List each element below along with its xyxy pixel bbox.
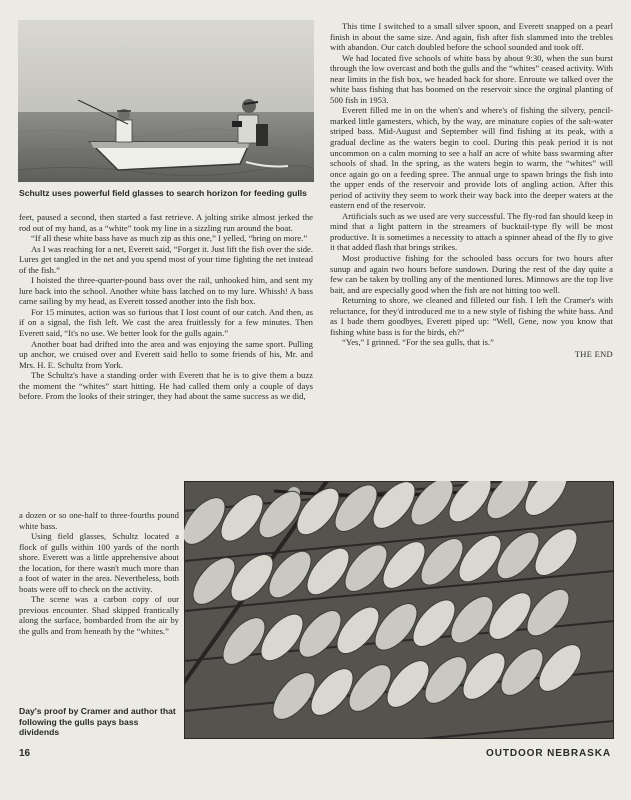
right-paragraph: Everett filled me in on the when's and where's of fishing the silvery, pencil-marked little gamesters, which, by the way, are minature copies of the salt-water striped bass. Mid-August and September will find fishing at its peak, with a gradual decline as the waters begin to cool. During this peak period it is not uncommon on a calm morning to see a half an acre of white bass swarming after schools of shad. In the spring, as the waters begin to warm, the “whites” will once again go on a feeding spree. The annual urge to spawn brings the fish into the upper ends of the reservoir and provide lots of angling action. After this period of activity they seem to work their way back into the deeper waters at the eastern end of the reservoir. (330, 105, 613, 211)
left-paragraph: I hoisted the three-quarter-pound bass over the rail, unhooked him, and sent my lure back into the school. Another white bass latched on to my lure. Whissh! A bass came sailing by my head, as Everett tossed another into the fish box. (19, 275, 313, 307)
right-column (330, 21, 613, 360)
left-paragraph: The scene was a carbon copy of our previous encounter. Shad skipped frantically along the surface, bombarded from the air by the gulls and from beneath by the “whites.” (19, 594, 179, 637)
right-paragraph: Most productive fishing for the schooled bass occurs for two hours after sunup and again two hours before sundown. During the rest of the day quite a few can be taken by trolling any of the mentioned lures. Minnows are the top live bait, and are especially good when the fish are not hitting too well. (330, 253, 613, 295)
left-column (19, 212, 313, 402)
right-paragraph: “Yes,” I grinned. “For the sea gulls, that is.” (342, 337, 494, 348)
right-paragraph: This time I switched to a small silver spoon, and Everett snapped on a pearl finish in about the same size. And again, fish after fish slammed into the trebles with abandon. Our catch doubled before the school sounded and took off. (330, 21, 613, 53)
left-paragraph: Using field glasses, Schultz located a flock of gulls within 100 yards of the north shore. Everett was a little apprehensive about the location, for there wasn't much more than a foot of water in the area. Nevertheless, both boats were off to check on the activity. (19, 531, 179, 594)
left-paragraph: The Schultz's have a standing order with Everett that he is to give them a buzz the moment the “whites” start hitting. He had called them only a couple of days before. From the looks of their stringer, they had about the same success as we did, (19, 370, 313, 402)
fish-photo (184, 481, 614, 739)
left-paragraph: Another boat had drifted into the area and was enjoying the same sport. Pulling up anchor, we cruised over and Everett said hello to some friends of his, Mr. and Mrs. H. E. Schultz from York. (19, 338, 313, 370)
right-paragraph: We had located five schools of white bass by about 9:30, when the sun burst through the low overcast and both the gulls and the “whites” ceased activity. With near limits in the fish box, we headed back for shore. Enroute we talked over the white bass fishing that has boomed on the reservoir since the orginal planting of 500 fish in 1953. (330, 52, 613, 105)
right-paragraph: Artificials such as we used are very successful. The fly-rod fan should keep in mind that a light pattern in the streamers of bucktail-type fly will be most productive. It is sometimes a necessity to attach a spinner ahead of the fly to give it that added flash that brings strikes. (330, 210, 613, 253)
left-paragraph: feet, paused a second, then started a fast retrieve. A jolting strike almost jerked the rod out of my hand, as a “white” took my line in a sizzling run around the boat. (19, 212, 313, 233)
right-paragraph: Returning to shore, we cleaned and filleted our fish. I left the Cramer's with reluctance, for they'd introduced me to a new style of fishing the white bass. And as I bade them goodbyes, Everett piped up: “Well, Gene, now you know that fishing white bass is for the birds, eh?” (330, 295, 613, 337)
boat-photo-icon (18, 20, 314, 182)
left-column-narrow (19, 510, 179, 637)
left-paragraph: a dozen or so one-half to three-fourths pound white bass. (19, 510, 179, 531)
fish-stringer-photo-icon (184, 481, 614, 739)
fish-photo-caption: Day's proof by Cramer and author that following the gulls pays bass dividends (19, 706, 176, 737)
left-paragraph: For 15 minutes, action was so furious that I lost count of our catch. And then, as if on a signal, the fish left. We cast the area fruitlessly for a few minutes. Then Everett said, “It's no use. We better look for the gulls again.” (19, 306, 313, 339)
left-paragraph: “If all these white bass have as much zip as this one,” I yelled, “bring on more.” (31, 233, 308, 244)
page-number: 16 (19, 748, 31, 759)
magazine-name: OUTDOOR NEBRASKA (486, 748, 611, 759)
boat-photo-caption: Schultz uses powerful field glasses to search horizon for feeding gulls (19, 188, 307, 198)
left-paragraph: As I was reaching for a net, Everett said, “Forget it. Just lift the fish over the side. Lures get tangled in the net and you spend most of your time fighting the net instead of the fish.” (19, 243, 313, 275)
the-end-marker: THE END (574, 348, 613, 359)
boat-photo (18, 20, 314, 182)
